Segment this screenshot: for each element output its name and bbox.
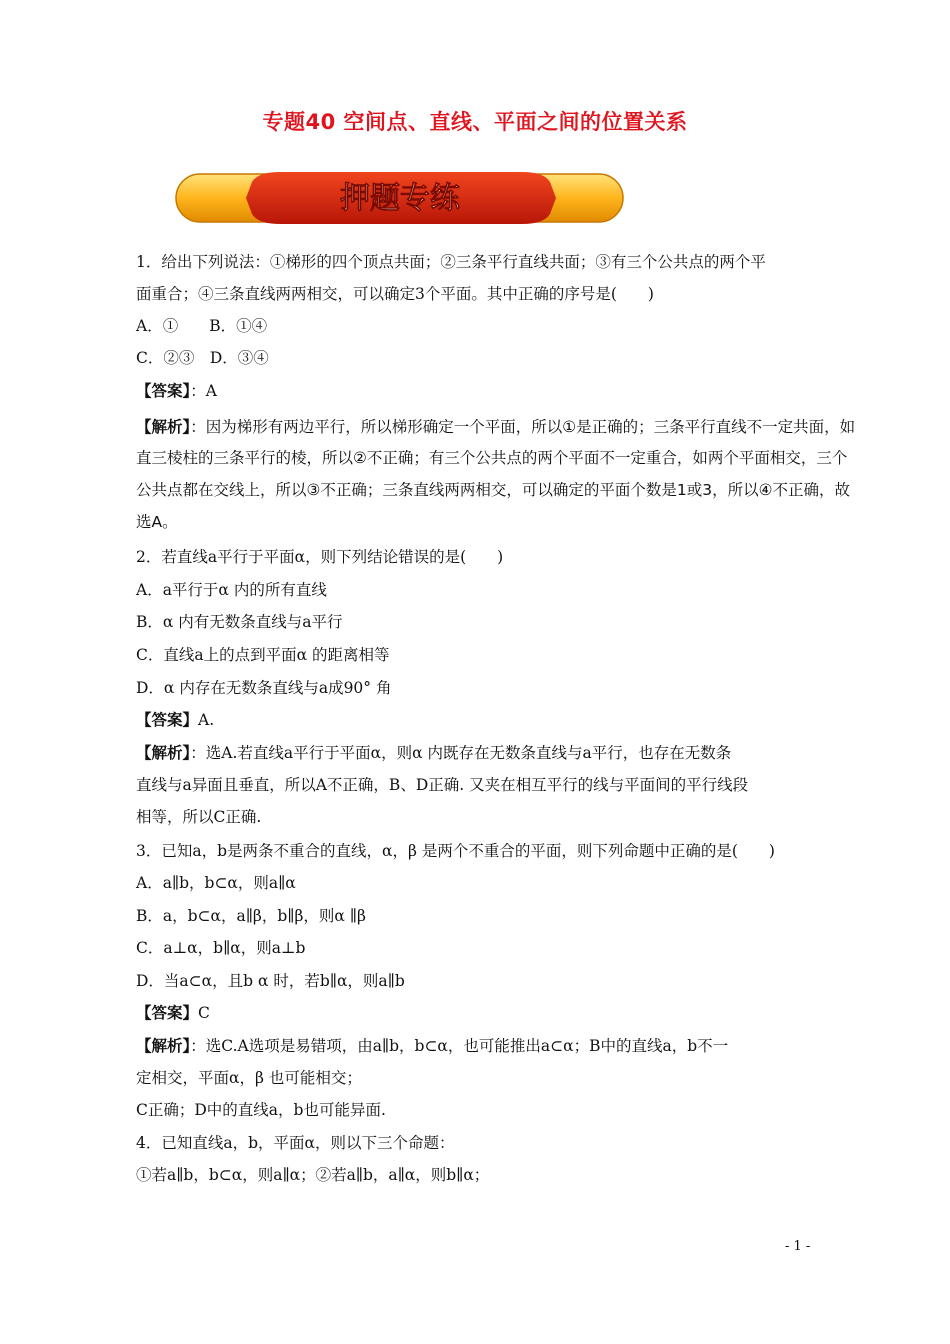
section-label: 【答案】 xyxy=(136,1004,199,1022)
page-title: 专题40 空间点、直线、平面之间的位置关系 xyxy=(262,110,688,134)
text-line xyxy=(136,678,391,698)
line-text: 选A。 xyxy=(136,513,178,531)
section-label: 【解析】 xyxy=(136,418,191,436)
line-text: B．a，b⊂α，a∥β，b∥β，则α ∥β xyxy=(136,907,366,925)
line-text: A. xyxy=(198,711,215,729)
line-text: C．直线a上的点到平面α 的距离相等 xyxy=(136,646,390,664)
line-text: A．a平行于α 内的所有直线 xyxy=(136,581,327,599)
text-line xyxy=(136,873,296,893)
text-line xyxy=(136,1036,728,1056)
text-line xyxy=(136,547,503,567)
text-line xyxy=(136,1068,362,1088)
line-text: ①若a∥b，b⊂α，则a∥α；②若a∥b，a∥α，则b∥α； xyxy=(136,1166,490,1184)
text-line xyxy=(136,448,847,468)
banner xyxy=(172,170,627,226)
text-line xyxy=(136,316,267,336)
text-line xyxy=(136,348,269,368)
text-line xyxy=(136,645,390,665)
line-text: D．当a⊂α，且b α 时，若b∥α，则a∥b xyxy=(136,972,405,990)
line-text: 1．给出下列说法：①梯形的四个顶点共面；②三条平行直线共面；③有三个公共点的两个平 xyxy=(136,253,766,271)
line-text: C．②③ D．③④ xyxy=(136,349,269,367)
text-line xyxy=(136,612,343,632)
line-text: 相等，所以C正确. xyxy=(136,808,262,826)
line-text: A．a∥b，b⊂α，则a∥α xyxy=(136,874,296,892)
text-line xyxy=(136,1100,386,1120)
text-line xyxy=(136,807,261,827)
line-text: 定相交，平面α，β 也可能相交； xyxy=(136,1069,362,1087)
text-line xyxy=(136,284,654,304)
text-line xyxy=(136,775,748,795)
text-line xyxy=(136,841,775,861)
text-line xyxy=(136,252,766,272)
section-label: 【答案】 xyxy=(136,711,199,729)
line-text: C．a⊥α，b∥α，则a⊥b xyxy=(136,939,306,957)
line-text: 直线与a异面且垂直，所以A不正确，B、D正确. 又夹在相互平行的线与平面间的平行线段 xyxy=(136,776,749,794)
text-line xyxy=(136,971,405,991)
text-line xyxy=(136,743,731,763)
line-text: C xyxy=(198,1004,210,1022)
line-text: 面重合；④三条直线两两相交，可以确定3个平面。其中正确的序号是( ) xyxy=(136,285,654,303)
line-text: ：因为梯形有两边平行，所以梯形确定一个平面，所以①是正确的；三条平行直线不一定共面，如 xyxy=(190,418,856,436)
line-text: 3．已知a，b是两条不重合的直线，α，β 是两个不重合的平面，则下列命题中正确的是( ) xyxy=(136,842,775,860)
text-line xyxy=(136,381,217,401)
section-label: 【解析】 xyxy=(136,1037,191,1055)
text-line xyxy=(136,938,305,958)
text-line xyxy=(136,710,214,730)
line-text: 直三棱柱的三条平行的棱，所以②不正确；有三个公共点的两个平面不一定重合，如两个平面相交，三个 xyxy=(136,449,848,467)
text-line xyxy=(136,1133,455,1153)
text-line xyxy=(136,580,327,600)
line-text: 公共点都在交线上，所以③不正确；三条直线两两相交，可以确定的平面个数是1或3，所以④不正确，故 xyxy=(136,481,851,499)
page-number: - 1 - xyxy=(785,1239,811,1254)
banner-text: 押题专练 xyxy=(340,181,460,216)
text-line xyxy=(136,512,178,532)
line-text: ：选C.A选项是易错项，由a∥b，b⊂α，也可能推出a⊂α；B中的直线a，b不一 xyxy=(190,1037,729,1055)
line-text: 4．已知直线a，b，平面α，则以下三个命题： xyxy=(136,1134,455,1152)
line-text: 2．若直线a平行于平面α，则下列结论错误的是( ) xyxy=(136,548,504,566)
line-text: A．① B．①④ xyxy=(136,317,268,335)
section-label: 【答案】 xyxy=(136,382,191,400)
section-label: 【解析】 xyxy=(136,744,191,762)
line-text: C正确；D中的直线a，b也可能异面. xyxy=(136,1101,386,1119)
line-text: D．α 内存在无数条直线与a成90° 角 xyxy=(136,679,392,697)
text-line xyxy=(136,417,855,437)
text-line xyxy=(136,1003,210,1023)
text-line xyxy=(136,906,366,926)
line-text: B．α 内有无数条直线与a平行 xyxy=(136,613,343,631)
line-text: ：选A.若直线a平行于平面α，则α 内既存在无数条直线与a平行，也存在无数条 xyxy=(190,744,732,762)
text-line xyxy=(136,480,850,500)
line-text: ：A xyxy=(190,382,217,400)
text-line xyxy=(136,1165,489,1185)
banner-graphic xyxy=(172,170,627,226)
